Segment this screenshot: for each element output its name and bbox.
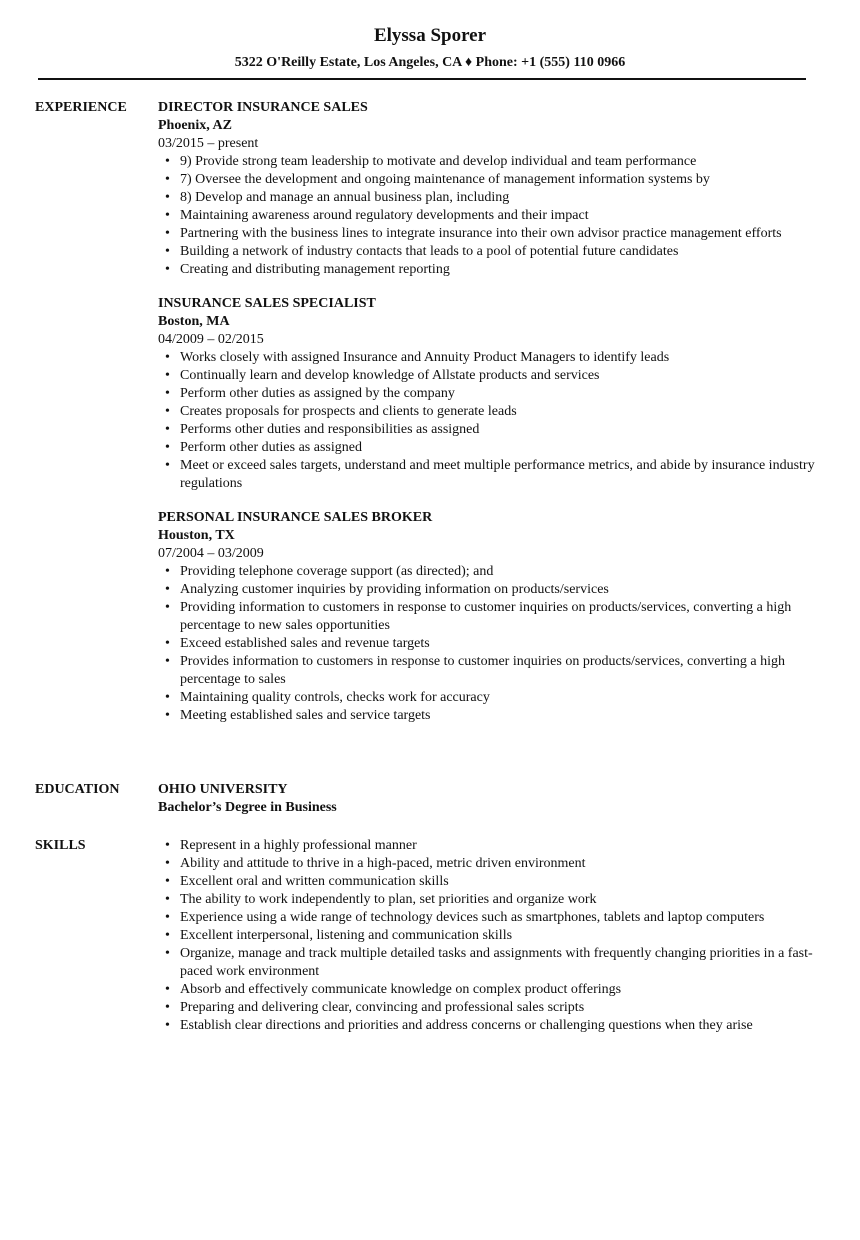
candidate-name: Elyssa Sporer <box>373 25 487 46</box>
list-item: • Exceed established sales and revenue targets <box>158 635 818 653</box>
header-divider <box>38 78 806 80</box>
list-item: • Perform other duties as assigned by the company <box>158 385 818 403</box>
list-item: • Works closely with assigned Insurance and Annuity Product Managers to identify leads <box>158 349 818 367</box>
list-item: • Performs other duties and responsibilities as assigned <box>158 421 818 439</box>
list-item: • Represent in a highly professional manner <box>158 837 818 855</box>
job-bullets <box>158 153 818 279</box>
skills-list <box>158 837 818 1035</box>
contact-line: 5322 O'Reilly Estate, Los Angeles, CA ♦ Phone: +1 (555) 110 0966 <box>234 55 626 70</box>
list-item: • Organize, manage and track multiple detailed tasks and assignments with frequently changing priorities in a fast-paced work environment <box>158 945 818 981</box>
list-item: • Establish clear directions and priorities and address concerns or challenging questions when they arise <box>158 1017 818 1035</box>
section-label-experience: EXPERIENCE <box>35 100 127 115</box>
list-item: • Creating and distributing management reporting <box>158 261 818 279</box>
job-title: DIRECTOR INSURANCE SALES <box>158 100 368 115</box>
job-title: INSURANCE SALES SPECIALIST <box>158 296 376 311</box>
list-item: • 7) Oversee the development and ongoing maintenance of management information systems by <box>158 171 818 189</box>
job-bullets <box>158 563 818 725</box>
job-dates: 04/2009 – 02/2015 <box>158 332 264 347</box>
section-label-education: EDUCATION <box>35 782 120 797</box>
list-item: • Building a network of industry contacts that leads to a pool of potential future candidates <box>158 243 818 261</box>
list-item: • Excellent oral and written communication skills <box>158 873 818 891</box>
list-item: • 8) Develop and manage an annual business plan, including <box>158 189 818 207</box>
job-title: PERSONAL INSURANCE SALES BROKER <box>158 510 433 525</box>
school-name: OHIO UNIVERSITY <box>158 782 288 797</box>
list-item: • The ability to work independently to plan, set priorities and organize work <box>158 891 818 909</box>
job-entry <box>158 295 818 493</box>
resume-header <box>0 24 860 72</box>
list-item: • Creates proposals for prospects and clients to generate leads <box>158 403 818 421</box>
section-label-skills: SKILLS <box>35 838 86 853</box>
list-item: • Preparing and delivering clear, convincing and professional sales scripts <box>158 999 818 1017</box>
education-body <box>158 781 818 817</box>
job-entry <box>158 99 818 279</box>
job-location: Boston, MA <box>158 314 230 329</box>
list-item: • Analyzing customer inquiries by providing information on products/services <box>158 581 818 599</box>
list-item: • Partnering with the business lines to integrate insurance into their own advisor practice management efforts <box>158 225 818 243</box>
list-item: • Continually learn and develop knowledge of Allstate products and services <box>158 367 818 385</box>
job-dates: 03/2015 – present <box>158 136 259 151</box>
job-location: Phoenix, AZ <box>158 118 232 133</box>
degree: Bachelor’s Degree in Business <box>158 800 337 815</box>
list-item: • Ability and attitude to thrive in a high-paced, metric driven environment <box>158 855 818 873</box>
job-dates: 07/2004 – 03/2009 <box>158 546 264 561</box>
list-item: • Excellent interpersonal, listening and communication skills <box>158 927 818 945</box>
list-item: • Provides information to customers in response to customer inquiries on products/services, converting a high percentage to sales <box>158 653 818 689</box>
skills-body <box>158 837 818 1035</box>
list-item: • Absorb and effectively communicate knowledge on complex product offerings <box>158 981 818 999</box>
list-item: • Providing telephone coverage support (as directed); and <box>158 563 818 581</box>
job-bullets <box>158 349 818 493</box>
list-item: • Experience using a wide range of technology devices such as smartphones, tablets and laptop computers <box>158 909 818 927</box>
list-item: • Maintaining quality controls, checks work for accuracy <box>158 689 818 707</box>
list-item: • Perform other duties as assigned <box>158 439 818 457</box>
list-item: • 9) Provide strong team leadership to motivate and develop individual and team performance <box>158 153 818 171</box>
list-item: • Providing information to customers in response to customer inquiries on products/services, converting a high percentage to new sales opportunities <box>158 599 818 635</box>
job-location: Houston, TX <box>158 528 235 543</box>
job-entry <box>158 509 818 725</box>
list-item: • Meeting established sales and service targets <box>158 707 818 725</box>
list-item: • Maintaining awareness around regulatory developments and their impact <box>158 207 818 225</box>
experience-body <box>158 99 818 741</box>
list-item: • Meet or exceed sales targets, understand and meet multiple performance metrics, and abide by insurance industry regulations <box>158 457 818 493</box>
